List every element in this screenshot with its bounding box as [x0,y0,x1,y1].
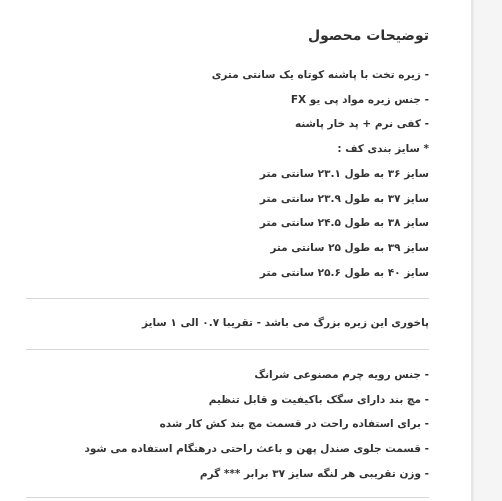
description-line-sole-material: - جنس زیره مواد پی یو FX [290,93,429,106]
size-line-40: سایز ۴۰ به طول ۲۵.۶ سانتی متر [259,266,429,279]
section-divider-top [26,298,429,299]
feature-line-wide-front: - قسمت جلوی صندل پهن و باعث راحتی درهنگام استفاده می شود [84,443,429,456]
section-divider-bottom [26,497,429,498]
product-description-content [24,26,429,498]
size-line-36: سایز ۳۶ به طول ۲۳.۱ سانتی متر [259,167,429,180]
section-divider-middle [26,349,429,350]
page-right-gutter [473,0,502,501]
section-title: توضیحات محصول [307,28,429,44]
size-line-38: سایز ۳۸ به طول ۲۴.۵ سانتی متر [259,217,429,230]
feature-line-weight: - وزن تقریبی هر لنگه سایز ۳۷ برابر *** گرم [199,467,429,480]
size-line-37: سایز ۳۷ به طول ۲۳.۹ سانتی متر [259,192,429,205]
fit-note: پاخوری این زیره بزرگ می باشد - تقریبا ۰.۷ الی ۱ سایز [141,317,429,330]
feature-line-elastic: - برای استفاده راحت در قسمت مچ بند کش کار شده [159,418,429,431]
description-line-size-heading: * سایز بندی کف : [337,143,429,156]
feature-line-ankle-strap: - مچ بند دارای سگک باکیفیت و قابل تنظیم [208,393,429,406]
feature-line-upper-material: - جنس رویه چرم مصنوعی شرانگ [254,369,429,382]
description-line-heel: - زیره تخت با پاشنه کوتاه یک سانتی متری [211,69,429,81]
size-line-39: سایز ۳۹ به طول ۲۵ سانتی متر [270,241,429,254]
description-line-insole: - کفی نرم + پد خار پاشنه [295,118,429,131]
